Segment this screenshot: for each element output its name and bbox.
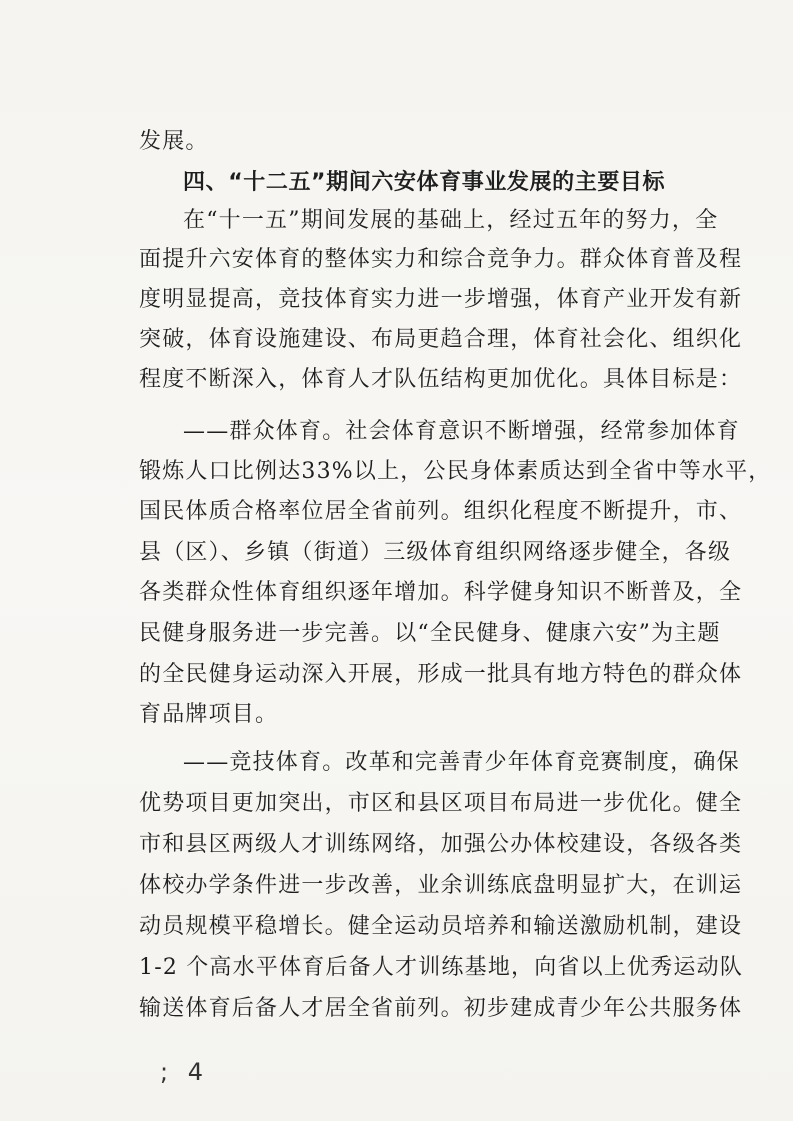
paragraph-line: 体校办学条件进一步改善，业余训练底盘明显扩大，在训运 (139, 873, 743, 898)
paragraph-line: 的全民健身运动深入开展，形成一批具有地方特色的群众体 (139, 662, 743, 687)
paragraph-line: 动员规模平稳增长。健全运动员培养和输送激励机制，建设 (139, 914, 743, 939)
paragraph-line: ——竞技体育。改革和完善青少年体育竞赛制度，确保 (183, 750, 740, 775)
paragraph-line: 锻炼人口比例达33%以上，公民身体素质达到全省中等水平， (139, 459, 772, 484)
paragraph-line: 各类群众性体育组织逐年增加。科学健身知识不断普及，全 (139, 580, 743, 605)
paragraph-line: 县（区）、乡镇（街道）三级体育组织网络逐步健全，各级 (139, 540, 732, 565)
paragraph-line: 在“十一五”期间发展的基础上，经过五年的努力，全 (183, 208, 719, 233)
paragraph-line: 市和县区两级人才训练网络，加强公办体校建设，各级各类 (139, 832, 743, 857)
paragraph-line: ——群众体育。社会体育意识不断增强，经常参加体育 (183, 419, 740, 444)
paragraph-line: 1-2 个高水平体育后备人才训练基地，向省以上优秀运动队 (139, 955, 744, 980)
paragraph-line: 输送体育后备人才居全省前列。初步建成青少年公共服务体 (139, 996, 743, 1021)
paragraph-line: 突破，体育设施建设、布局更趋合理，体育社会化、组织化 (139, 327, 743, 352)
paragraph-line: 优势项目更加突出，市区和县区项目布局进一步优化。健全 (139, 791, 743, 816)
paragraph-line: 发展。 (139, 129, 209, 154)
section-heading: 四、“十二五”期间六安体育事业发展的主要目标 (183, 170, 666, 195)
paragraph-line: 民健身服务进一步完善。以“全民健身、健康六安”为主题 (139, 621, 721, 646)
paragraph-line: 育品牌项目。 (139, 702, 279, 727)
page-number: ; 4 (160, 1058, 209, 1086)
paragraph-line: 面提升六安体育的整体实力和综合竞争力。群众体育普及程 (139, 247, 743, 272)
paragraph-line: 国民体质合格率位居全省前列。组织化程度不断提升，市、 (139, 499, 743, 524)
paragraph-line: 度明显提高，竞技体育实力进一步增强，体育产业开发有新 (139, 287, 743, 312)
paragraph-line: 程度不断深入，体育人才队伍结构更加优化。具体目标是： (139, 367, 743, 392)
